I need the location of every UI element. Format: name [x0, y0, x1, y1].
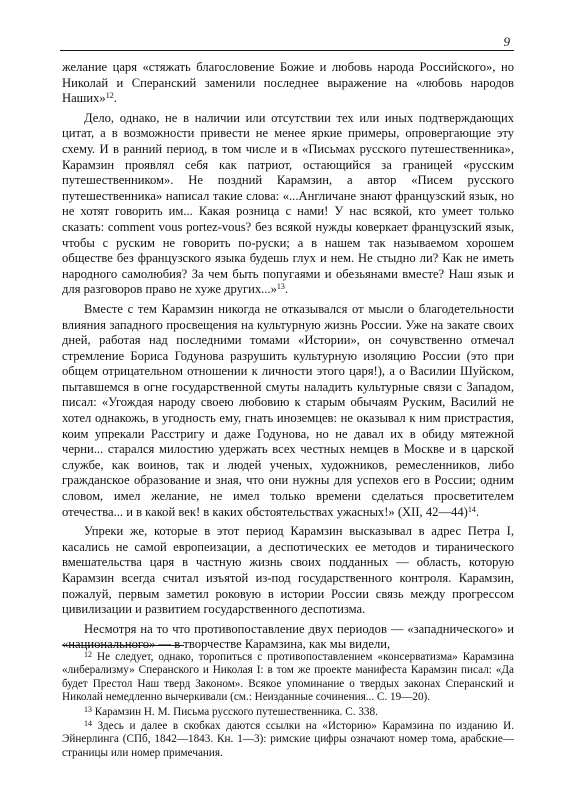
footnote-12: [62, 651, 514, 705]
footnote-rule: [62, 645, 184, 646]
paragraph-3-text: Вместе с тем Карамзин никогда не отказывался от мысли о благодетельности влияния западного просвещения на культурную жизнь России. Уже на закате своих дней, работая над последними томами «Истории», он сочувственно отмечал стремление Бориса Годунова разрушить культурную изоляцию России (это при общем отрицательном отношении к личности этого царя!), а о Василии Шуйском, пытавшемся в огне государственной смуты наладить культурные связи с Западом, писал: «Угождая народу своею любовию к старым обычаям Руским, Василий не хотел однакожь, в угодность ему, гнать иноземцев: не оказывал к ним пристрастия, коим упрекали Расстригу и даже Годунова, но не давал их в обиду мятежной черни... старался милостию удержать всех честных немцев в Москве и в царской службе, как воинов, так и людей ученых, художников, ремесленников, либо гражданское образование и зная, что они нужны для успехов его в России; одним словом, имел желание, не имел только времени сделаться просветителем отечества... и в какой век! в каких обстоятельствах ужасных!» (XII, 42—44): [62, 301, 514, 519]
paragraph-2-text: Дело, однако, не в наличии или отсутствии тех или иных подтверждающих цитат, а в возможности привести не менее яркие примеры, опровергающие эту схему. И в ранний период, в том числе и в «Письмах русского путешественника», Карамзин проявлял себя как патриот, остающийся за границей «русским путешественником». Не поздний Карамзин, а автор «Писем русского путешественника» написал такие слова: «...Англичане знают французский язык, но не хотят говорить им... Какая розница с нами! У нас всякой, кто умеет только сказать: comment vous portez-vous? без всякой нужды коверкает французский язык, чтобы с руским не говорить по-руски; а в нашем так называемом хорошем обществе без французского языка будешь глух и нем. Не стыдно ли? Как не иметь народного самолюбия? За чем быть попугаями и обезьянами вместе? Наш язык и для разговоров право не хуже других...»: [62, 110, 514, 297]
note-ref-12[interactable]: 12: [105, 91, 114, 101]
paragraph-2: Дело, однако, не в наличии или отсутствии тех или иных подтверждающих цитат, а в возможности привести не менее яркие примеры, опровергающие эту схему. И в ранний период, в том числе и в «Письмах русского путешественника», Карамзин проявлял себя как патриот, остающийся за границей «русским путешественником». Не поздний Карамзин, а автор «Писем русского путешественника» написал такие слова: «...Англичане знают французский язык, но не хотят говорить им... Какая розница с нами! У нас всякой, кто умеет только сказать: comment vous portez-vous? без всякой нужды коверкает французский язык, чтобы с руским не говорить по-руски; а в нашем так называемом хорошем обществе без французского языка будешь глух и нем. Не стыдно ли? Как не иметь народного самолюбия? За чем быть попугаями и обезьянами вместе? Наш язык и для разговоров право не хуже других...»$^{13}$.: [62, 110, 514, 297]
paragraph-1: желание царя «стяжать благословение Божие и любовь народа Российского», но Николай и Сперанский заменили последнее выражение на «любовь народов Наших»$^{12}$.: [62, 60, 514, 106]
note-ref-14[interactable]: 14: [467, 504, 476, 514]
footnote-text: Не следует, однако, торопиться с противопоставлением «консерватизма» Карамзина «либерализму» Сперанского и Николая I: в том же проекте манифеста Карамзин писал: «Да будет Престол Наш тверд Законом». Всякое упоминание о твердых законах Сперанский и Николай немедленно вычеркивали (см.: Неизданные сочинения... С. 19—20).: [62, 651, 515, 704]
footnote-14: [62, 720, 514, 760]
header-rule: [60, 50, 514, 51]
note-ref-13[interactable]: 13: [276, 282, 285, 292]
footnote-number: 14: [84, 719, 92, 729]
footnote-13: [62, 706, 514, 719]
footnote-text: Здесь и далее в скобках даются ссылки на «Историю» Карамзина по изданию И. Эйнерлинга (СПб, 1842—1843. Кн. 1—3): римские цифры означают номер тома, арабские—страницы или номер примечания.: [62, 720, 514, 759]
paragraph-1-text: желание царя «стяжать благословение Божие и любовь народа Российского», но Николай и Сперанский заменили последнее выражение на «любовь народов Наших»: [62, 60, 514, 106]
paragraph-5: Несмотря на то что противопоставление двух периодов — «западнического» и «национального» — в творчестве Карамзина, как мы видели,: [62, 621, 514, 652]
footnotes: [62, 651, 514, 761]
footnote-text: Карамзин Н. М. Письма русского путешественника. С. 338.: [94, 705, 378, 718]
footnote-number: 13: [84, 704, 92, 714]
footnote-number: 12: [84, 650, 92, 659]
main-text: [62, 60, 514, 653]
paragraph-3: Вместе с тем Карамзин никогда не отказывался от мысли о благодетельности влияния западного просвещения на культурную жизнь России. Уже на закате своих дней, работая над последними томами «Истории», он сочувственно отмечал стремление Бориса Годунова разрушить культурную изоляцию России (это при общем отрицательном отношении к личности этого царя!), а о Василии Шуйском, пытавшемся в огне государственной смуты наладить культурные связи с Западом, писал: «Угождая народу своею любовию к старым обычаям Руским, Василий не хотел однакожь, в угодность ему, гнать иноземцев: не оказывал к ним пристрастия, коим упрекали Расстригу и даже Годунова, но не давал их в обиду мятежной черни... старался милостию удержать всех честных немцев в Москве и в царской службе, как воинов, так и людей ученых, художников, ремесленников, либо гражданское образование и зная, что они нужны для успехов его в России; одним словом, имел желание, не имел только времени сделаться просветителем отечества... и в какой век! в каких обстоятельствах ужасных!» (XII, 42—44)$^{14}$.: [62, 301, 514, 519]
paragraph-4: Упреки же, которые в этот период Карамзин высказывал в адрес Петра I, касались не самой европеизации, а деспотических ее методов и тиранического вмешательства царя в частную жизнь своих подданных — область, которую Карамзин всегда считал изъятой из-под государственного контроля. Карамзин, пожалуй, первым заметил роковую в истории России связь между прогрессом цивилизации и развитием государственного деспотизма.: [62, 524, 514, 617]
page-number: 9: [503, 34, 510, 49]
